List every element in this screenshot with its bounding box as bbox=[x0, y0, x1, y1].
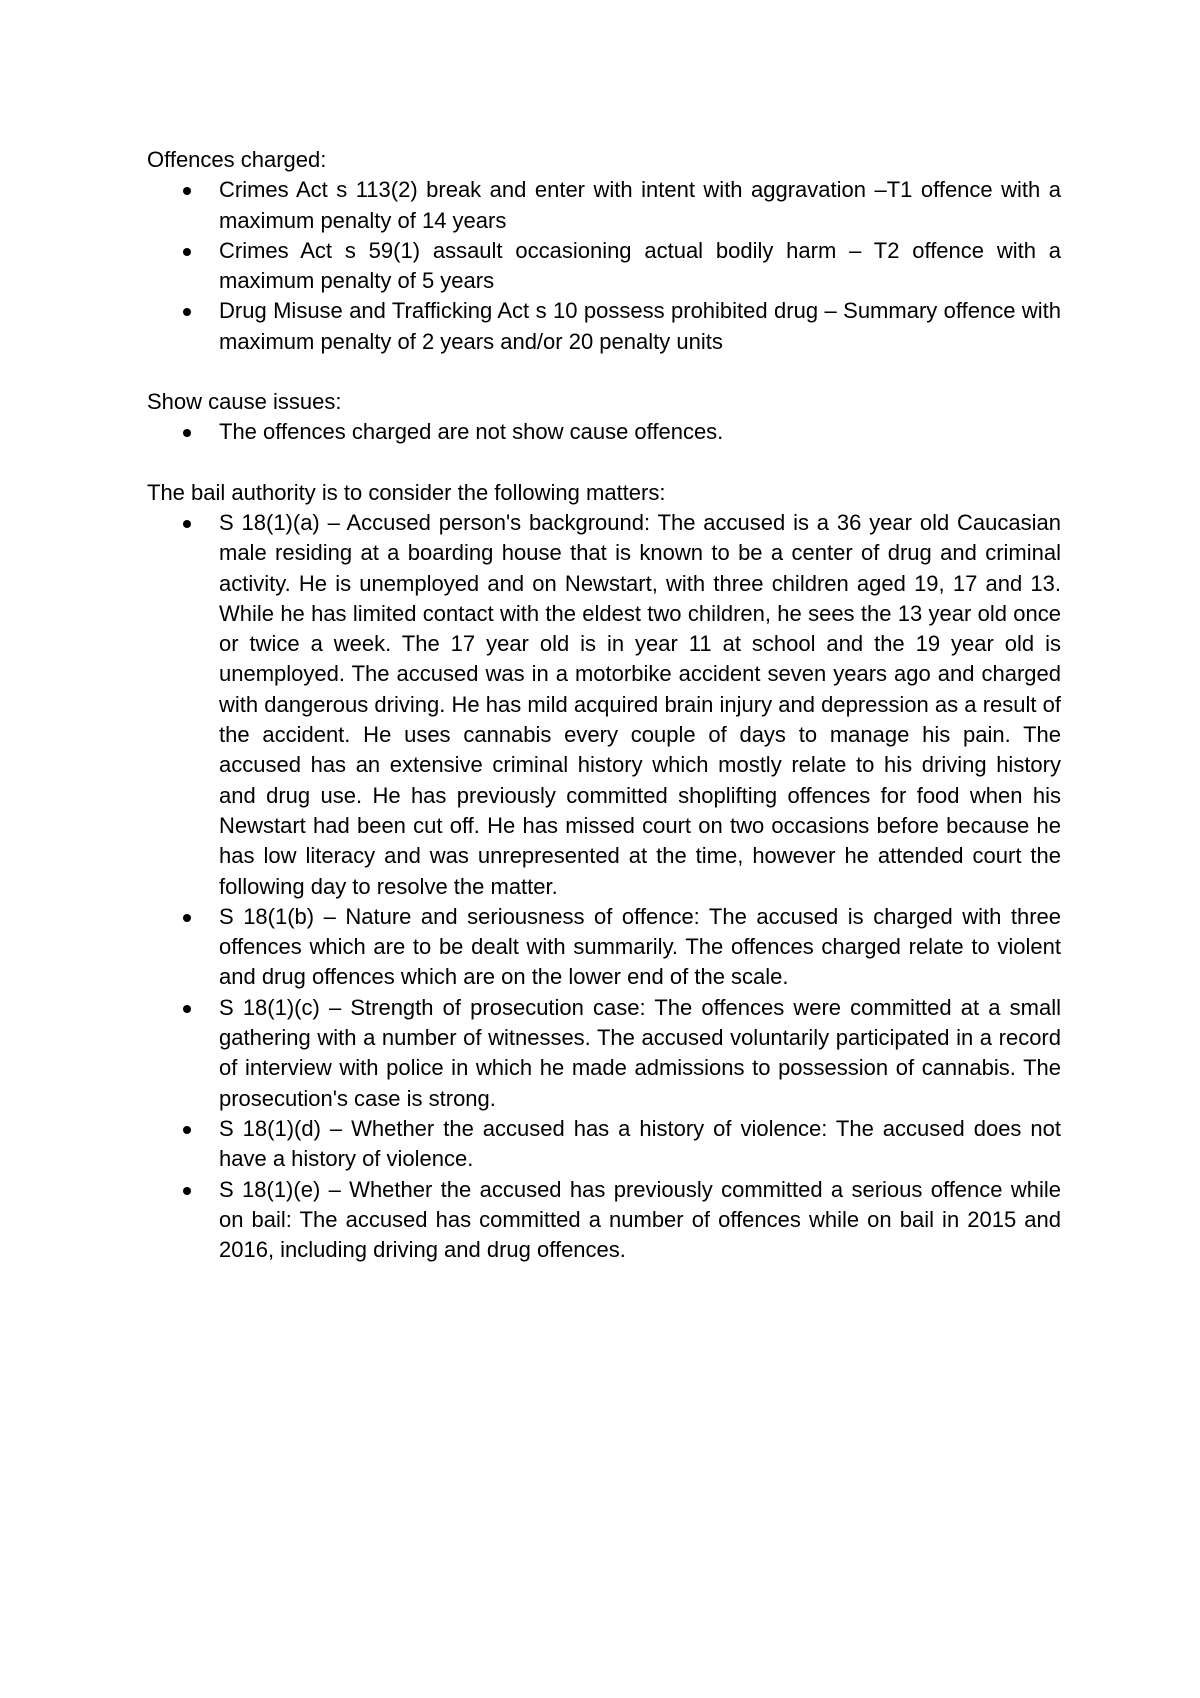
bail-matter-text: S 18(1)(d) – Whether the accused has a history of violence: The accused does not have a history of violence. bbox=[219, 1115, 1061, 1172]
show-cause-heading: Show cause issues: bbox=[147, 389, 342, 415]
offence-text: Crimes Act s 113(2) break and enter with intent with aggravation –T1 offence with a maximum penalty of 14 years bbox=[219, 177, 1061, 233]
list-item bbox=[147, 296, 1061, 357]
bullet-icon bbox=[183, 308, 191, 316]
list-item bbox=[147, 1175, 1061, 1266]
list-item bbox=[147, 1114, 1061, 1175]
list-item bbox=[147, 993, 1061, 1114]
offence-text: Drug Misuse and Trafficking Act s 10 possess prohibited drug – Summary offence with maximum penalty of 2 years and/or 20 penalty units bbox=[219, 298, 1061, 354]
offence-text: Crimes Act s 59(1) assault occasioning actual bodily harm – T2 offence with a maximum penalty of 5 years bbox=[219, 237, 1061, 294]
offences-heading: Offences charged: bbox=[147, 147, 327, 172]
list-item bbox=[147, 508, 1061, 902]
list-item bbox=[147, 175, 1061, 236]
show-cause-list bbox=[147, 417, 1061, 447]
document-body bbox=[147, 145, 1061, 1265]
list-item bbox=[147, 902, 1061, 993]
bullet-icon bbox=[183, 520, 191, 528]
bail-matter-text: S 18(1)(c) – Strength of prosecution case: The offences were committed at a small gathering with a number of witnesses. The accused voluntarily participated in a record of interview with police in which he made admissions to possession of cannabis. The prosecution's case is strong. bbox=[219, 994, 1061, 1111]
show-cause-text: The offences charged are not show cause offences. bbox=[219, 419, 724, 445]
bullet-icon bbox=[183, 914, 191, 922]
spacer bbox=[147, 357, 1061, 387]
bail-matters-heading: The bail authority is to consider the following matters: bbox=[147, 479, 666, 505]
bullet-icon bbox=[183, 429, 191, 437]
bail-matter-text: S 18(1(b) – Nature and seriousness of offence: The accused is charged with three offences which are to be dealt with summarily. The offences charged relate to violent and drug offences which are on the lower end of the scale. bbox=[219, 903, 1061, 990]
list-item bbox=[147, 236, 1061, 297]
bail-matter-text: S 18(1)(a) – Accused person's background: The accused is a 36 year old Caucasian male residing at a boarding house that is known to be a center of drug and criminal activity. He is unemployed and on Newstart, with three children aged 19, 17 and 13. While he has limited contact with the eldest two children, he sees the 13 year old once or twice a week. The 17 year old is in year 11 at school and the 19 year old is unemployed. The accused was in a motorbike accident seven years ago and charged with dangerous driving. He has mild acquired brain injury and depression as a result of the accident. He uses cannabis every couple of days to manage his pain. The accused has an extensive criminal history which mostly relate to his driving history and drug use. He has previously committed shoplifting offences for food when his Newstart had been cut off. He has missed court on two occasions before because he has low literacy and was unrepresented at the time, however he attended court the following day to resolve the matter. bbox=[219, 509, 1061, 899]
bullet-icon bbox=[183, 187, 191, 195]
bail-matter-text: S 18(1)(e) – Whether the accused has previously committed a serious offence while on bail: The accused has committed a number of offences while on bail in 2015 and 2016, including driving and drug offences. bbox=[219, 1176, 1061, 1263]
bullet-icon bbox=[183, 1187, 191, 1195]
offences-list bbox=[147, 175, 1061, 357]
bail-matters-list bbox=[147, 508, 1061, 1265]
bullet-icon bbox=[183, 248, 191, 256]
bullet-icon bbox=[183, 1126, 191, 1134]
list-item bbox=[147, 417, 1061, 447]
spacer bbox=[147, 448, 1061, 478]
bullet-icon bbox=[183, 1005, 191, 1013]
